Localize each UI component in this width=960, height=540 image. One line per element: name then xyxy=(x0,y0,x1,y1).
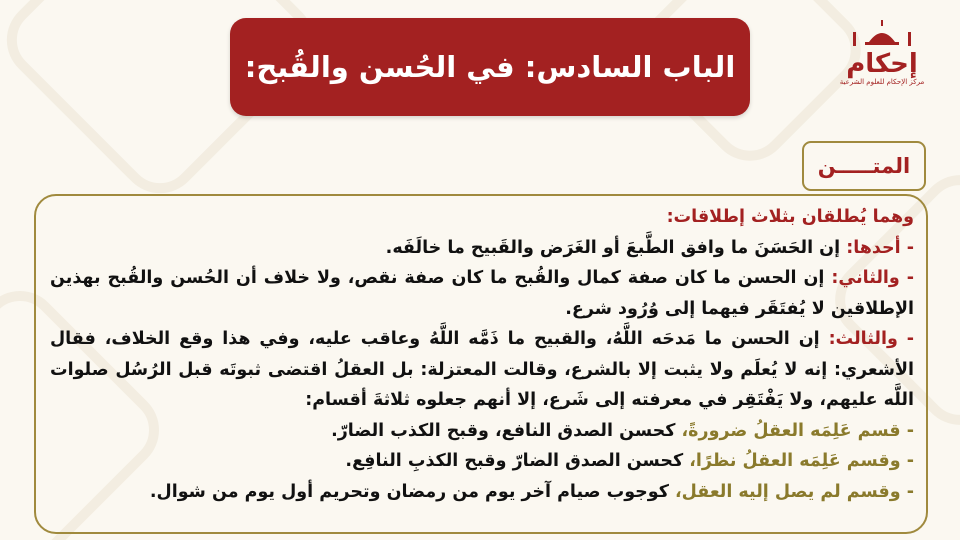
paragraph-second xyxy=(50,263,914,324)
section-three-text: كوجوب صيام آخر يوم من رمضان وتحريم أول يوم من شوال. xyxy=(149,481,676,502)
section-two-label: - وقسم عَلِمَه العقلُ نظرًا، xyxy=(689,451,914,471)
first-text: إن الحَسَنَ ما وافق الطَّبعَ أو الغَرَض والقَبيح ما خالَفَه. xyxy=(385,237,847,258)
matn-label-text: المتـــــن xyxy=(817,154,911,178)
second-text: إن الحسن ما كان صفة كمال والقُبح ما كان صفة نقص، ولا خلاف أن الحُسن والقُبح بهذين الإطلاقين لا يُفتَقَر فيهما إلى وُرُود شرع. xyxy=(50,268,914,319)
paragraph-first xyxy=(50,233,914,264)
section-two-text: كحسن الصدق الضارّ وقبح الكذبِ النافِع. xyxy=(345,451,690,471)
section-two xyxy=(50,446,914,477)
section-one xyxy=(50,416,914,447)
section-three-label: - وقسم لم يصل إليه العقل، xyxy=(675,481,914,502)
second-label: - والثاني: xyxy=(831,268,914,288)
third-label: - والثالث: xyxy=(828,329,914,349)
dome-logo-icon xyxy=(847,20,917,64)
section-one-label: - قسم عَلِمَه العقلُ ضرورةً، xyxy=(681,420,914,441)
paragraph-third xyxy=(50,324,914,416)
matn-label xyxy=(802,141,926,191)
title-banner xyxy=(230,18,750,116)
third-text: إن الحسن ما مَدحَه اللَّهُ، والقبيح ما ذَمَّه اللَّهُ وعاقب عليه، وفي هذا وقع الخلاف، فقال الأشعري: إنه لا يُعلَم ولا يثبت إلا بالشرع، وقالت المعتزلة: بل العقلُ اقتضى ثبوتَه قبل الرُسُل صلوات اللَّه عليهم، ولا يَفْتَقِر في معرفته إلى شَرع، إلا أنهم جعلوه ثلاثةَ أقسام: xyxy=(50,329,914,410)
content-text xyxy=(50,202,914,507)
first-label: - أحدها: xyxy=(846,237,914,258)
section-one-text: كحسن الصدق النافع، وقبح الكذب الضارّ. xyxy=(331,420,682,441)
page-title: الباب السادس: في الحُسن والقُبح: xyxy=(244,50,736,84)
logo xyxy=(839,20,925,100)
logo-name: إحكام xyxy=(846,49,918,79)
intro-line: وهما يُطلقان بثلاث إطلاقات: xyxy=(666,207,914,227)
section-three xyxy=(50,477,914,508)
content-box xyxy=(34,194,928,534)
logo-subtitle: مركز الإحكام للعلوم الشرعية xyxy=(839,78,925,86)
